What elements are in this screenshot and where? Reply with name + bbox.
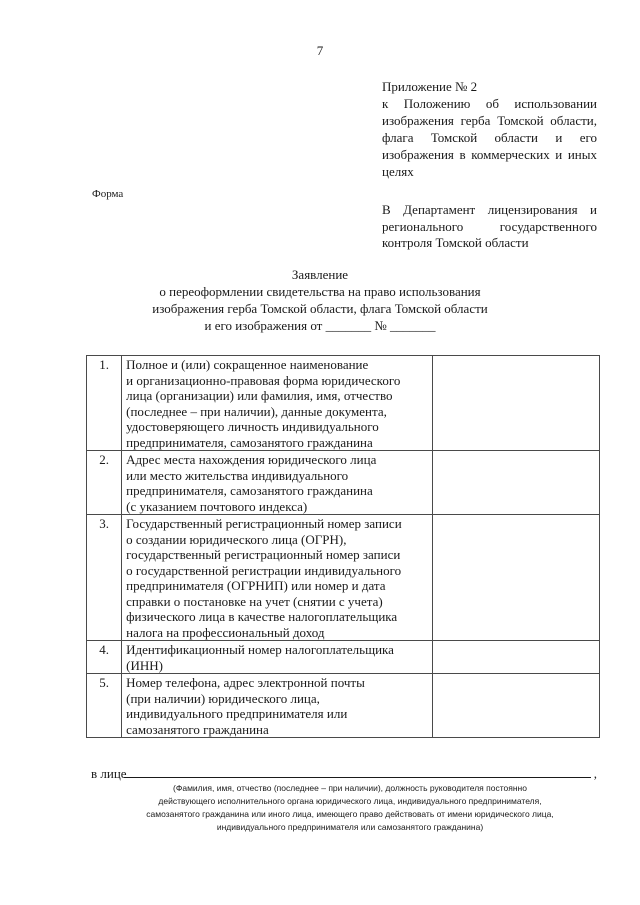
appendix-block	[382, 78, 597, 180]
row-label-line: и организационно-правовая форма юридического	[126, 372, 401, 388]
row-label-line: о государственной регистрации индивидуального	[126, 562, 402, 578]
row-label-line: (ИНН)	[126, 657, 163, 673]
row-label-line: справки о постановке на учет (снятии с учета)	[126, 593, 383, 609]
application-table	[86, 355, 600, 738]
page-number: 7	[316, 43, 324, 58]
row-label-line: или место жительства индивидуального	[126, 467, 349, 483]
table-row	[87, 515, 600, 641]
row-label-line: предпринимателя, самозанятого гражданина	[126, 434, 373, 450]
row-label	[122, 356, 433, 451]
row-label-line: государственный регистрационный номер записи	[126, 547, 401, 562]
table-row	[87, 641, 600, 674]
representative-line	[91, 766, 597, 782]
row-value-field[interactable]	[433, 641, 600, 674]
note-line: действующего исполнительного органа юридического лица, индивидуального предпринимателя,	[158, 796, 542, 806]
heading-line: о переоформлении свидетельства на право использования	[159, 284, 481, 299]
row-label-line: Полное и (или) сокращенное наименование	[126, 357, 369, 372]
row-label-line: налога на профессиональный доход	[126, 624, 325, 640]
row-number: 5.	[87, 674, 122, 738]
table-row	[87, 674, 600, 738]
row-label-line: удостоверяющего личность индивидуального	[126, 419, 379, 434]
row-label	[122, 641, 433, 674]
table-row	[87, 356, 600, 451]
row-value-field[interactable]	[433, 451, 600, 515]
heading-title: Заявление	[291, 267, 349, 282]
row-label-line: самозанятого гражданина	[126, 721, 269, 737]
document-heading	[120, 266, 520, 334]
table-row	[87, 451, 600, 515]
representative-input-line[interactable]	[124, 777, 591, 778]
heading-line: и его изображения от _______ № _______	[204, 318, 436, 333]
heading-line: изображения герба Томской области, флага Томской области	[152, 301, 488, 316]
row-number: 1.	[87, 356, 122, 451]
addressee-block: В Департамент лицензирования и регионального государственного контроля Томской области	[382, 202, 597, 250]
form-label: Форма	[92, 188, 124, 200]
row-value-field[interactable]	[433, 515, 600, 641]
row-number: 3.	[87, 515, 122, 641]
row-value-field[interactable]	[433, 356, 600, 451]
row-label-line: Адрес места нахождения юридического лица	[126, 452, 377, 467]
note-line: индивидуального предпринимателя или самозанятого гражданина)	[216, 822, 484, 832]
row-label-line: лица (организации) или фамилия, имя, отчество	[126, 388, 393, 403]
row-number: 4.	[87, 641, 122, 674]
row-label-line: индивидуального предпринимателя или	[126, 706, 348, 721]
row-label-line: Идентификационный номер налогоплательщика	[126, 642, 394, 657]
row-label	[122, 674, 433, 738]
row-number: 2.	[87, 451, 122, 515]
note-line: самозанятого гражданина или иного лица, имеющего право действовать от имени юридического лица,	[146, 809, 554, 819]
representative-comma: ,	[593, 766, 597, 781]
row-label	[122, 451, 433, 515]
row-label-line: Номер телефона, адрес электронной почты	[126, 675, 365, 690]
appendix-title: Приложение № 2	[382, 79, 478, 94]
row-label-line: (при наличии) юридического лица,	[126, 690, 320, 706]
row-value-field[interactable]	[433, 674, 600, 738]
row-label-line: о создании юридического лица (ОГРН),	[126, 531, 347, 547]
representative-label: в лице	[91, 766, 127, 781]
row-label	[122, 515, 433, 641]
row-label-line: предпринимателя (ОГРНИП) или номер и дата	[126, 578, 386, 593]
row-label-line: предпринимателя, самозанятого гражданина	[126, 483, 373, 498]
row-label-line: (последнее – при наличии), данные документа,	[126, 403, 387, 419]
representative-note	[100, 782, 600, 834]
row-label-line: (с указанием почтового индекса)	[126, 498, 308, 514]
appendix-body: к Положению об использовании изображения герба Томской области, флага Томской области и его изображения в коммерческих и иных целях	[382, 96, 597, 179]
note-line: (Фамилия, имя, отчество (последнее – при наличии), должность руководителя постоянно	[173, 783, 527, 793]
row-label-line: Государственный регистрационный номер записи	[126, 516, 402, 531]
row-label-line: физического лица в качестве налогоплательщика	[126, 609, 398, 624]
